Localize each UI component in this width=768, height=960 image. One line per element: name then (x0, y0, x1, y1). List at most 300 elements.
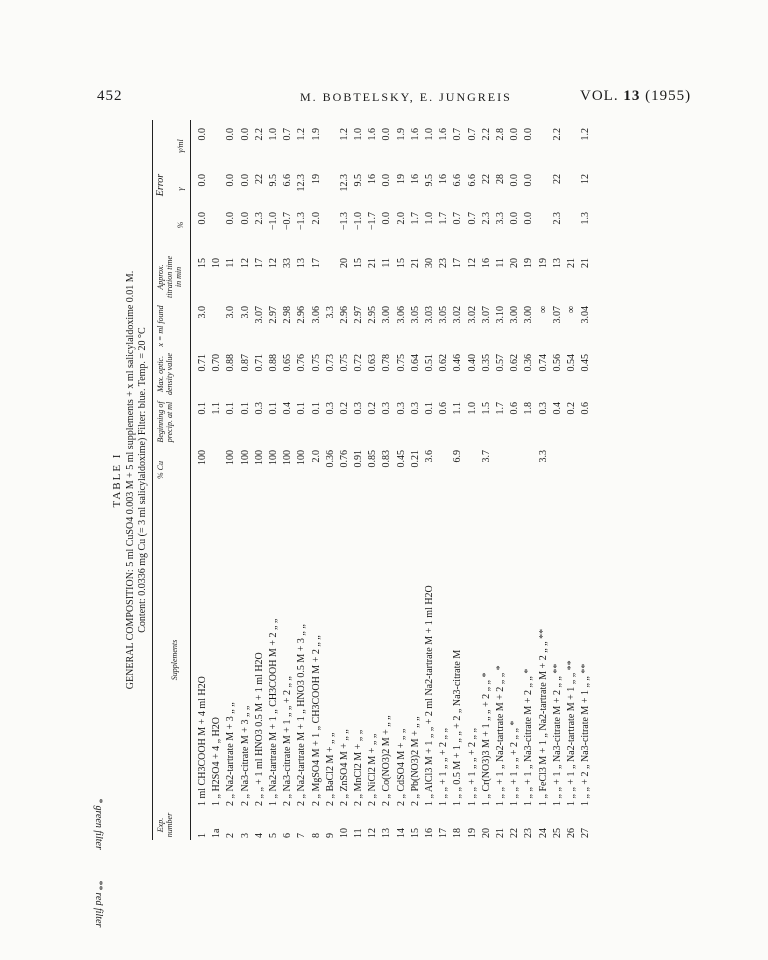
cell-em: 1.2 (580, 128, 592, 141)
col-supplements: Supplements (170, 639, 179, 681)
table-row (253, 120, 267, 840)
cell-max: 0.73 (324, 354, 336, 372)
cell-sup: 1 „ „ 0.5 M + 1 „ „ + 2 „ Na3-citrate M (452, 649, 464, 806)
cell-no: 15 (409, 828, 421, 838)
cell-ep: 1.7 (409, 212, 421, 225)
cell-ep: 0.0 (381, 212, 393, 225)
cell-ep: 0.7 (452, 212, 464, 225)
cell-sup: 2 „ „ + 1 ml HNO3 0.5 M + 1 ml H2O (253, 652, 265, 806)
running-header (0, 88, 768, 112)
cell-time: 15 (395, 258, 407, 268)
cell-time: 19 (537, 258, 549, 268)
cell-beg: 0.2 (367, 402, 379, 415)
cell-time: 17 (310, 258, 322, 268)
cell-em: 1.9 (310, 128, 322, 141)
cell-no: 2 (225, 833, 237, 838)
cell-x: 2.97 (353, 306, 365, 324)
cell-time: 12 (466, 258, 478, 268)
cell-pct: 6.9 (452, 450, 464, 463)
cell-time: 21 (565, 258, 577, 268)
cell-pct: 3.7 (480, 450, 492, 463)
cell-beg: 1.5 (480, 402, 492, 415)
cell-time: 16 (480, 258, 492, 268)
cell-sup: 1 „ „ + 2 „ Na3-citrate M + 1 „ „ ** (580, 663, 592, 806)
footnote-red-filter: ** red filter (93, 880, 104, 928)
cell-no: 24 (537, 828, 549, 838)
table-row (395, 120, 409, 840)
table-row (423, 120, 437, 840)
cell-sup: 1 „ „ + 1 „ „ + 2 „ „ * (509, 720, 521, 806)
cell-no: 17 (438, 828, 450, 838)
cell-em: 1.2 (338, 128, 350, 141)
cell-sup: 2 „ Na3-citrate M + 1 „ „ + 2 „ „ (282, 676, 294, 806)
cell-eg: 9.5 (424, 174, 435, 187)
cell-no: 25 (551, 828, 563, 838)
col-titration-time: Approx. titration time in min (156, 256, 183, 298)
cell-ep: 0.0 (197, 212, 208, 225)
cell-x: 3.07 (551, 306, 563, 324)
cell-max: 0.65 (282, 354, 294, 372)
cell-pct: 3.3 (537, 450, 549, 463)
cell-pct: 100 (282, 450, 294, 465)
cell-pct: 100 (197, 450, 208, 465)
cell-max: 0.76 (296, 354, 308, 372)
cell-ep: 0.7 (466, 212, 478, 225)
cell-no: 8 (310, 833, 322, 838)
cell-em: 0.0 (523, 128, 535, 141)
cell-ep: 2.3 (480, 212, 492, 225)
cell-eg: 16 (409, 174, 421, 184)
cell-max: 0.63 (367, 354, 379, 372)
cell-time: 17 (253, 258, 265, 268)
cell-sup: 1 „ Na2-tartrate M + 1 „ CH3COOH M + 2 „ „ (267, 618, 279, 806)
table-row (537, 120, 551, 840)
cell-pct: 0.85 (367, 450, 379, 468)
cell-max: 0.70 (211, 354, 223, 372)
cell-no: 20 (480, 828, 492, 838)
cell-sup: 1 „ „ + 1 „ „ + 2 „ „ (466, 728, 478, 806)
cell-beg: 1.1 (211, 402, 223, 415)
cell-x: 3.02 (452, 306, 464, 324)
cell-x: 3.00 (509, 306, 521, 324)
cell-beg: 0.1 (424, 402, 435, 415)
cell-pct: 100 (296, 450, 308, 465)
cell-em: 0.0 (509, 128, 521, 141)
cell-beg: 0.2 (338, 402, 350, 415)
table-row (451, 120, 465, 840)
cell-max: 0.56 (551, 354, 563, 372)
cell-time: 33 (282, 258, 294, 268)
cell-time: 19 (523, 258, 535, 268)
cell-time: 10 (211, 258, 223, 268)
cell-time: 23 (438, 258, 450, 268)
cell-eg: 9.5 (267, 174, 279, 187)
cell-em: 0.0 (381, 128, 393, 141)
cell-em: 1.0 (353, 128, 365, 141)
cell-sup: 2 „ Co(NO3)2 M + „ „ (381, 715, 393, 806)
cell-no: 1 (197, 833, 208, 838)
cell-x: 3.02 (466, 306, 478, 324)
cell-eg: 6.6 (282, 174, 294, 187)
top-rule (152, 120, 153, 840)
cell-em: 2.2 (480, 128, 492, 141)
cell-em: 1.0 (424, 128, 435, 141)
cell-em: 1.2 (296, 128, 308, 141)
cell-sup: 1 „ FeCl3 M + 1 „ Na2-tartrate M + 2 „ „ ** (537, 628, 549, 806)
cell-max: 0.62 (509, 354, 521, 372)
cell-eg: 0.0 (523, 174, 535, 187)
cell-ep: 1.7 (438, 212, 450, 225)
cell-ep: 0.0 (239, 212, 251, 225)
cell-time: 11 (381, 258, 393, 268)
cell-em: 1.0 (267, 128, 279, 141)
cell-beg: 0.1 (296, 402, 308, 415)
cell-beg: 0.3 (395, 402, 407, 415)
cell-max: 0.57 (494, 354, 506, 372)
cell-x: 3.00 (523, 306, 535, 324)
table-row (196, 120, 210, 840)
cell-sup: 1 „ „ + 1 „ Na2-tartrate M + 1 „ „ ** (565, 660, 577, 806)
cell-time: 15 (197, 258, 208, 268)
cell-em: 2.2 (551, 128, 563, 141)
cell-eg: 6.6 (466, 174, 478, 187)
cell-ep: 2.3 (253, 212, 265, 225)
cell-sup: 1 „ „ + 1 „ Na3-citrate M + 2 „ „ * (523, 668, 535, 806)
cell-sup: 2 „ BaCl2 M + „ „ (324, 732, 336, 806)
cell-beg: 0.1 (197, 402, 208, 415)
cell-beg: 0.1 (239, 402, 251, 415)
cell-x: 2.95 (367, 306, 379, 324)
cell-ep: 0.0 (523, 212, 535, 225)
table-row (267, 120, 281, 840)
col-max-density: Max. optic. density value (156, 353, 174, 395)
cell-max: 0.71 (253, 354, 265, 372)
cell-no: 23 (523, 828, 535, 838)
cell-no: 11 (353, 828, 365, 838)
cell-time: 21 (580, 258, 592, 268)
table-row (551, 120, 565, 840)
cell-ep: −1.7 (367, 212, 379, 231)
cell-ep: 2.0 (310, 212, 322, 225)
cell-max: 0.54 (565, 354, 577, 372)
table-1 (110, 120, 625, 840)
cell-max: 0.40 (466, 354, 478, 372)
cell-sup: 2 „ Pb(NO3)2 M + „ „ (409, 716, 421, 806)
cell-max: 0.46 (452, 354, 464, 372)
table-body (196, 120, 593, 840)
cell-beg: 0.3 (324, 402, 336, 415)
cell-eg: 22 (480, 174, 492, 184)
cell-eg: 22 (551, 174, 563, 184)
table-row (324, 120, 338, 840)
cell-ep: 2.0 (395, 212, 407, 225)
table-row (338, 120, 352, 840)
table-row (366, 120, 380, 840)
cell-no: 1a (211, 828, 223, 838)
cell-time: 20 (509, 258, 521, 268)
cell-beg: 0.1 (267, 402, 279, 415)
table-row (437, 120, 451, 840)
table-row (295, 120, 309, 840)
cell-no: 22 (509, 828, 521, 838)
cell-pct: 3.6 (424, 450, 435, 463)
cell-ep: 0.0 (225, 212, 237, 225)
cell-em: 1.6 (409, 128, 421, 141)
cell-sup: 1 ml CH3COOH M + 4 ml H2O (197, 676, 208, 806)
cell-no: 7 (296, 833, 308, 838)
cell-max: 0.71 (197, 354, 208, 372)
cell-em: 0.7 (452, 128, 464, 141)
cell-no: 9 (324, 833, 336, 838)
cell-ep: 2.3 (551, 212, 563, 225)
cell-beg: 0.1 (225, 402, 237, 415)
col-x-found: x = ml found (156, 305, 165, 347)
cell-eg: 6.6 (452, 174, 464, 187)
table-row (508, 120, 522, 840)
cell-em: 2.2 (253, 128, 265, 141)
cell-no: 5 (267, 833, 279, 838)
cell-sup: 1 „ H2SO4 + 4 „ H2O (211, 717, 223, 806)
header-rule (190, 120, 191, 840)
table-row (310, 120, 324, 840)
cell-x: 3.05 (438, 306, 450, 324)
cell-time: 11 (494, 258, 506, 268)
cell-time: 11 (225, 258, 237, 268)
cell-sup: 1 „ „ + 1 „ Na3-citrate M + 2 „ „ ** (551, 663, 563, 806)
cell-sup: 2 „ Na2-tartrate M + 1 „ HNO3 0.5 M + 3 „ „ (296, 624, 308, 806)
cell-x: 3.3 (324, 306, 336, 319)
table-row (466, 120, 480, 840)
cell-x: ∞ (565, 306, 577, 314)
cell-eg: 19 (310, 174, 322, 184)
table-row (494, 120, 508, 840)
cell-x: 3.07 (480, 306, 492, 324)
cell-pct: 0.76 (338, 450, 350, 468)
cell-pct: 0.36 (324, 450, 336, 468)
table-row (409, 120, 423, 840)
cell-sup: 2 „ MnCl2 M + „ „ (353, 729, 365, 806)
cell-beg: 0.4 (551, 402, 563, 415)
cell-pct: 0.91 (353, 450, 365, 468)
cell-time: 13 (551, 258, 563, 268)
cell-no: 26 (565, 828, 577, 838)
cell-eg: 12.3 (338, 174, 350, 192)
page-number: 452 (97, 88, 123, 104)
cell-ep: 0.0 (509, 212, 521, 225)
cell-x: 3.06 (395, 306, 407, 324)
cell-eg: 28 (494, 174, 506, 184)
cell-eg: 16 (367, 174, 379, 184)
cell-beg: 0.3 (253, 402, 265, 415)
cell-eg: 0.0 (239, 174, 251, 187)
cell-no: 13 (381, 828, 393, 838)
cell-beg: 0.2 (565, 402, 577, 415)
cell-em: 1.6 (438, 128, 450, 141)
cell-eg: 19 (395, 174, 407, 184)
authors: M. BOBTELSKY, E. JUNGREIS (300, 90, 512, 104)
cell-time: 21 (409, 258, 421, 268)
cell-x: 3.04 (580, 306, 592, 324)
cell-em: 0.0 (197, 128, 208, 141)
cell-pct: 100 (267, 450, 279, 465)
cell-x: 3.10 (494, 306, 506, 324)
col-err-pct: % (176, 221, 185, 229)
cell-max: 0.36 (523, 354, 535, 372)
cell-no: 18 (452, 828, 464, 838)
cell-time: 20 (338, 258, 350, 268)
cell-sup: 1 „ „ + 1 „ Na2-tartrate M + 2 „ „ * (494, 665, 506, 806)
cell-eg: 12.3 (296, 174, 308, 192)
cell-pct: 0.21 (409, 450, 421, 468)
col-err-gamma-ml: γ/ml (176, 139, 185, 153)
cell-beg: 1.1 (452, 402, 464, 415)
table-row (565, 120, 579, 840)
cell-no: 3 (239, 833, 251, 838)
cell-x: 3.03 (424, 306, 435, 324)
cell-no: 27 (580, 828, 592, 838)
cell-sup: 1 „ Cr(NO3)3 M + 1 „ „ + 2 „ „ * (480, 672, 492, 806)
cell-no: 21 (494, 828, 506, 838)
cell-x: 2.97 (267, 306, 279, 324)
table-row (224, 120, 238, 840)
cell-no: 12 (367, 828, 379, 838)
cell-beg: 0.6 (438, 402, 450, 415)
cell-x: 2.98 (282, 306, 294, 324)
cell-pct: 100 (225, 450, 237, 465)
cell-em: 0.0 (239, 128, 251, 141)
cell-time: 17 (452, 258, 464, 268)
cell-max: 0.75 (310, 354, 322, 372)
col-error: Error (155, 173, 166, 197)
cell-em: 0.7 (466, 128, 478, 141)
cell-ep: −0.7 (282, 212, 294, 231)
footnote-green-filter: * green filter (93, 798, 104, 850)
cell-no: 4 (253, 833, 265, 838)
cell-sup: 1 „ AlCl3 M + 1 „ „ + 2 ml Na2-tartrate M + 1 ml H2O (424, 585, 435, 806)
table-title: TABLE I (111, 452, 123, 508)
cell-eg: 0.0 (197, 174, 208, 187)
cell-beg: 1.0 (466, 402, 478, 415)
cell-beg: 1.7 (494, 402, 506, 415)
cell-eg: 22 (253, 174, 265, 184)
cell-time: 30 (424, 258, 435, 268)
cell-beg: 0.6 (580, 402, 592, 415)
cell-sup: 2 „ CdSO4 M + „ „ (395, 728, 407, 806)
cell-pct: 100 (253, 450, 265, 465)
cell-eg: 0.0 (509, 174, 521, 187)
cell-no: 19 (466, 828, 478, 838)
cell-time: 12 (267, 258, 279, 268)
cell-beg: 0.4 (282, 402, 294, 415)
cell-x: 3.0 (225, 306, 237, 319)
cell-x: 3.05 (409, 306, 421, 324)
cell-pct: 2.0 (310, 450, 322, 463)
table-row (579, 120, 593, 840)
cell-sup: 2 „ MgSO4 M + 1 „ CH3COOH M + 2 „ „ (310, 635, 322, 806)
cell-time: 21 (367, 258, 379, 268)
cell-ep: 1.3 (580, 212, 592, 225)
cell-x: ∞ (537, 306, 549, 314)
cell-no: 14 (395, 828, 407, 838)
cell-ep: −1.0 (353, 212, 365, 231)
cell-beg: 0.3 (537, 402, 549, 415)
cell-eg: 9.5 (353, 174, 365, 187)
cell-max: 0.72 (353, 354, 365, 372)
cell-x: 2.96 (296, 306, 308, 324)
table-row (210, 120, 224, 840)
cell-pct: 0.83 (381, 450, 393, 468)
general-composition: GENERAL COMPOSITION: 5 ml CuSO4 0.003 M + 5 ml supplements + x ml salicylaldoxime 0.01 M. (125, 270, 136, 690)
cell-x: 3.00 (381, 306, 393, 324)
cell-beg: 1.8 (523, 402, 535, 415)
cell-beg: 0.1 (310, 402, 322, 415)
table-row (480, 120, 494, 840)
cell-max: 0.88 (267, 354, 279, 372)
cell-sup: 2 „ NiCl2 M + „ „ (367, 733, 379, 806)
table-row (352, 120, 366, 840)
cell-beg: 0.3 (409, 402, 421, 415)
table-row (380, 120, 394, 840)
cell-max: 0.88 (225, 354, 237, 372)
cell-em: 0.0 (225, 128, 237, 141)
cell-em: 1.9 (395, 128, 407, 141)
cell-em: 2.8 (494, 128, 506, 141)
cell-max: 0.75 (395, 354, 407, 372)
cell-time: 15 (353, 258, 365, 268)
cell-x: 3.0 (197, 306, 208, 319)
table-row (522, 120, 536, 840)
volume-info: VOL. 13 (1955) (580, 88, 692, 104)
cell-time: 12 (239, 258, 251, 268)
cell-max: 0.35 (480, 354, 492, 372)
cell-eg: 0.0 (225, 174, 237, 187)
cell-ep: 1.0 (424, 212, 435, 225)
cell-sup: 2 „ Na2-tartrate M + 3 „ „ (225, 702, 237, 806)
cell-pct: 100 (239, 450, 251, 465)
cell-x: 3.07 (253, 306, 265, 324)
cell-x: 2.96 (338, 306, 350, 324)
cell-eg: 0.0 (381, 174, 393, 187)
cell-max: 0.51 (424, 354, 435, 372)
cell-max: 0.75 (338, 354, 350, 372)
cell-max: 0.87 (239, 354, 251, 372)
cell-no: 16 (424, 828, 435, 838)
cell-max: 0.78 (381, 354, 393, 372)
table-row (239, 120, 253, 840)
cell-no: 6 (282, 833, 294, 838)
cell-max: 0.62 (438, 354, 450, 372)
cell-ep: −1.3 (296, 212, 308, 231)
cell-ep: −1.3 (338, 212, 350, 231)
cell-time: 13 (296, 258, 308, 268)
cell-em: 1.6 (367, 128, 379, 141)
content-line: Content: 0.0336 mg Cu (= 3 ml salicylaldoxime) Filter: blue. Temp. = 20 °C (137, 327, 148, 633)
cell-pct: 0.45 (395, 450, 407, 468)
col-err-gamma: γ (176, 187, 185, 191)
cell-eg: 12 (580, 174, 592, 184)
cell-max: 0.74 (537, 354, 549, 372)
cell-max: 0.45 (580, 354, 592, 372)
cell-ep: 3.3 (494, 212, 506, 225)
cell-sup: 1 „ „ + 1 „ „ + 2 „ „ (438, 728, 450, 806)
cell-no: 10 (338, 828, 350, 838)
col-exp-number: Exp. number (156, 812, 174, 838)
cell-beg: 0.3 (353, 402, 365, 415)
col-beginning: Beginning of precip. at ml (156, 401, 174, 443)
table-row (281, 120, 295, 840)
cell-em: 0.7 (282, 128, 294, 141)
cell-max: 0.64 (409, 354, 421, 372)
